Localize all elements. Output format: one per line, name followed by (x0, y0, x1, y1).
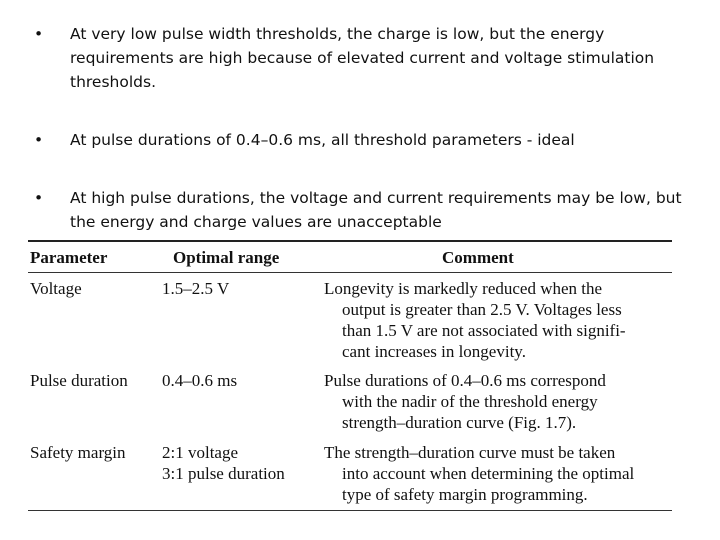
bullet-symbol: • (34, 189, 44, 207)
row-pulse-duration-parameter: Pulse duration (30, 371, 128, 390)
range-line: 0.4–0.6 ms (162, 371, 238, 390)
bullet-symbol: • (34, 131, 44, 149)
table-header-rule (28, 272, 672, 273)
row-voltage-range (162, 278, 229, 299)
range-line: 3:1 pulse duration (162, 464, 285, 483)
bullet-item-high-pulse-duration (34, 186, 684, 234)
bullet-text: At high pulse durations, the voltage and current requirements may be low, but the energy and charge values are unacceptable (70, 189, 682, 231)
row-voltage-parameter: Voltage (30, 279, 82, 298)
table-top-rule (28, 240, 672, 242)
comment-line: output is greater than 2.5 V. Voltages less (342, 300, 622, 319)
row-safety-margin-parameter: Safety margin (30, 443, 126, 462)
comment-line: than 1.5 V are not associated with signifi- (342, 321, 626, 340)
row-pulse-duration-range (162, 370, 237, 391)
comment-line: cant increases in longevity. (342, 342, 526, 361)
comment-line: Pulse durations of 0.4–0.6 ms correspond (324, 371, 606, 390)
comment-line: The strength–duration curve must be taken (324, 443, 616, 462)
range-line: 2:1 voltage (162, 443, 239, 462)
row-pulse-duration-comment (324, 370, 669, 433)
comment-line: Longevity is markedly reduced when the (324, 279, 603, 298)
bullet-text: At pulse durations of 0.4–0.6 ms, all threshold parameters - ideal (70, 131, 575, 149)
header-comment: Comment (442, 248, 514, 267)
comment-line: type of safety margin programming. (342, 485, 588, 504)
row-voltage-comment (324, 278, 669, 362)
bullet-item-ideal-pulse-duration (34, 128, 684, 152)
range-line: 1.5–2.5 V (162, 279, 230, 298)
comment-line: strength–duration curve (Fig. 1.7). (342, 413, 577, 432)
row-safety-margin-range (162, 442, 285, 484)
bullet-symbol: • (34, 25, 44, 43)
bullet-text: At very low pulse width thresholds, the charge is low, but the energy requirements are high because of elevated current and voltage stimulation thresholds. (70, 25, 655, 91)
bullet-item-low-pulse-width (34, 22, 684, 94)
header-optimal-range: Optimal range (173, 248, 280, 267)
table-bottom-rule (28, 510, 672, 511)
comment-line: into account when determining the optimal (342, 464, 635, 483)
row-safety-margin-comment (324, 442, 669, 505)
comment-line: with the nadir of the threshold energy (342, 392, 598, 411)
header-parameter: Parameter (30, 248, 108, 267)
